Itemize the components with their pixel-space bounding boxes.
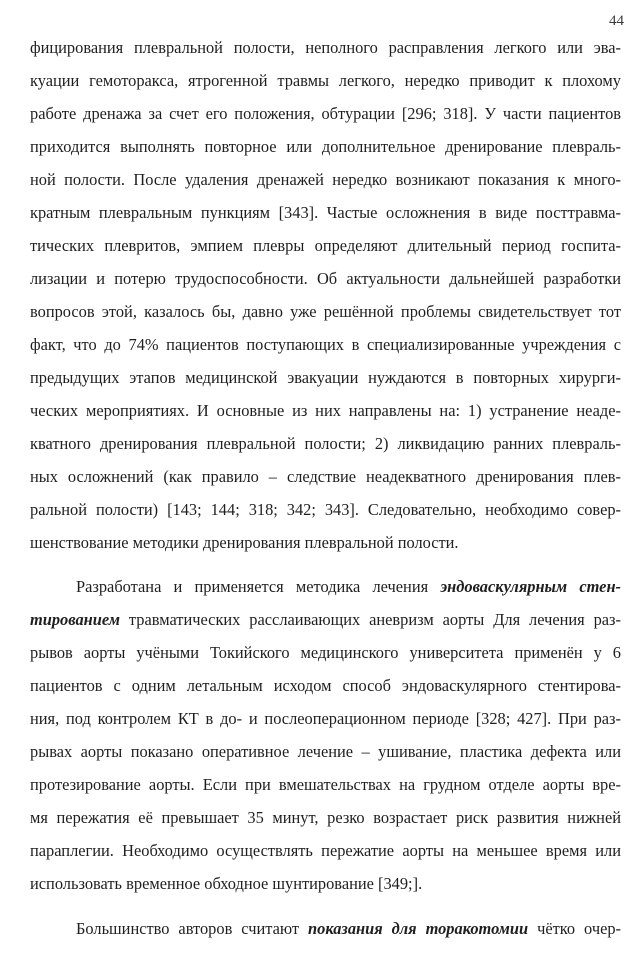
text-line: рывов аорты учёными Токийского медицинского университета применён у 6 — [30, 643, 621, 662]
emphasis-text: показания для торакотомии — [308, 919, 529, 938]
plain-text: Разработана и применяется методика лечения — [76, 577, 441, 596]
text-line: кватного дренирования плевральной полости; 2) ликвидацию ранних плевраль- — [30, 434, 621, 453]
text-line: предыдущих этапов медицинской эвакуации нуждаются в повторных хирурги- — [30, 368, 621, 387]
text-line — [76, 577, 621, 597]
text-line: шенствование методики дренирования плевральной полости. — [30, 533, 459, 552]
text-line: факт, что до 74% пациентов поступающих в специализированные учреждения с — [30, 335, 621, 354]
text-line: ния, под контролем КТ в до- и послеоперационном периоде [328; 427]. При раз- — [30, 709, 621, 728]
text-line: ных осложнений (как правило – следствие неадекватного дренирования плев- — [30, 467, 621, 486]
plain-text: чётко очер- — [528, 919, 621, 938]
text-line: тических плевритов, эмпием плевры определяют длительный период госпита- — [30, 236, 621, 255]
text-line: пациентов с одним летальным исходом способ эндоваскулярного стентирова- — [30, 676, 621, 695]
text-line: ческих мероприятиях. И основные из них направлены на: 1) устранение неаде- — [30, 401, 621, 420]
text-line: кратным плевральным пункциям [343]. Частые осложнения в виде посттравма- — [30, 203, 621, 222]
text-line: приходится выполнять повторное или дополнительное дренирование плевраль- — [30, 137, 621, 156]
text-line: куации гемоторакса, ятрогенной травмы легкого, нередко приводит к плохому — [30, 71, 621, 90]
emphasis-text: эндоваскулярным стен- — [440, 577, 621, 596]
text-line: мя пережатия её превышает 35 минут, резко возрастает риск развития нижней — [30, 808, 621, 827]
text-line: фицирования плевральной полости, неполного расправления легкого или эва- — [30, 38, 621, 57]
text-line: работе дренажа за счет его положения, обтурации [296; 318]. У части пациентов — [30, 104, 621, 123]
text-line: параплегии. Необходимо осуществлять пережатие аорты на меньшее время или — [30, 841, 621, 860]
text-line: рывах аорты показано оперативное лечение – ушивание, пластика дефекта или — [30, 742, 621, 761]
text-line: лизации и потерю трудоспособности. Об актуальности дальнейшей разработки — [30, 269, 621, 288]
plain-text: Большинство авторов считают — [76, 919, 309, 938]
text-line: вопросов этой, казалось бы, давно уже решённой проблемы свидетельствует тот — [30, 302, 621, 321]
emphasis-text: тированием — [30, 610, 120, 629]
text-line: ральной полости) [143; 144; 318; 342; 343]. Следовательно, необходимо совер- — [30, 500, 621, 519]
text-line — [76, 919, 621, 939]
text-line: ной полости. После удаления дренажей нередко возникают показания к много- — [30, 170, 621, 189]
text-line: использовать временное обходное шунтирование [349;]. — [30, 874, 423, 893]
text-line — [30, 610, 621, 630]
plain-text: травматических расслаивающих аневризм аорты Для лечения раз- — [119, 610, 621, 629]
text-line: протезирование аорты. Если при вмешательствах на грудном отделе аорты вре- — [30, 775, 621, 794]
page-number: 44 — [609, 13, 624, 29]
